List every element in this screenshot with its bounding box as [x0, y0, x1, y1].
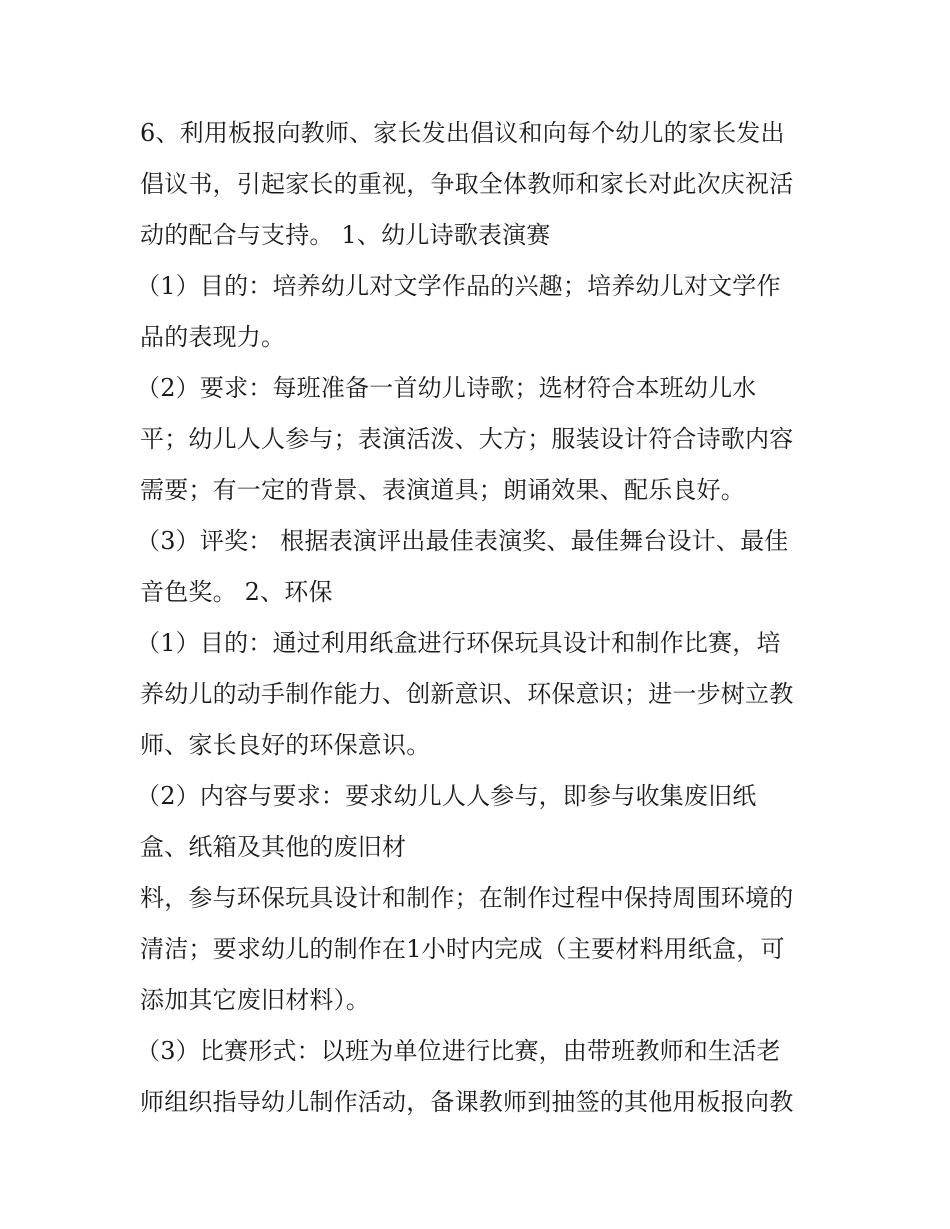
- text-line: 6、利用板报向教师、家长发出倡议和向每个幼儿的家长发出: [140, 119, 785, 147]
- text-line: 平；幼儿人人参与；表演活泼、大方；服装设计符合诗歌内容: [140, 425, 794, 453]
- text-line: 盒、纸箱及其他的废旧材: [140, 833, 407, 861]
- text-line: 音色奖。 2、环保: [140, 578, 333, 606]
- text-line: 料，参与环保玩具设计和制作；在制作过程中保持周围环境的: [140, 884, 794, 912]
- text-line: （3）比赛形式：以班为单位进行比赛，由带班教师和生活老: [136, 1037, 781, 1065]
- text-line: （3）评奖： 根据表演评出最佳表演奖、最佳舞台设计、最佳: [136, 527, 789, 555]
- text-line: 养幼儿的动手制作能力、创新意识、环保意识；进一步树立教: [140, 680, 794, 708]
- document-body: [136, 108, 820, 1128]
- text-line: 品的表现力。: [140, 323, 286, 351]
- text-line: 需要；有一定的背景、表演道具；朗诵效果、配乐良好。: [140, 476, 745, 504]
- text-line: 添加其它废旧材料）。: [140, 986, 370, 1014]
- text-line: （2）要求：每班准备一首幼儿诗歌；选材符合本班幼儿水: [136, 374, 757, 402]
- text-line: 师、家长良好的环保意识。: [140, 731, 431, 759]
- text-line: 清洁；要求幼儿的制作在1小时内完成（主要材料用纸盒，可: [140, 935, 785, 963]
- text-line: 师组织指导幼儿制作活动，备课教师到抽签的其他用板报向教: [140, 1088, 794, 1116]
- text-line: 动的配合与支持。 1、幼儿诗歌表演赛: [140, 221, 551, 249]
- text-line: 倡议书，引起家长的重视，争取全体教师和家长对此次庆祝活: [140, 170, 794, 198]
- text-line: （2）内容与要求：要求幼儿人人参与，即参与收集废旧纸: [136, 782, 757, 810]
- text-line: （1）目的：培养幼儿对文学作品的兴趣；培养幼儿对文学作: [136, 272, 781, 300]
- text-line: （1）目的：通过利用纸盒进行环保玩具设计和制作比赛，培: [136, 629, 781, 657]
